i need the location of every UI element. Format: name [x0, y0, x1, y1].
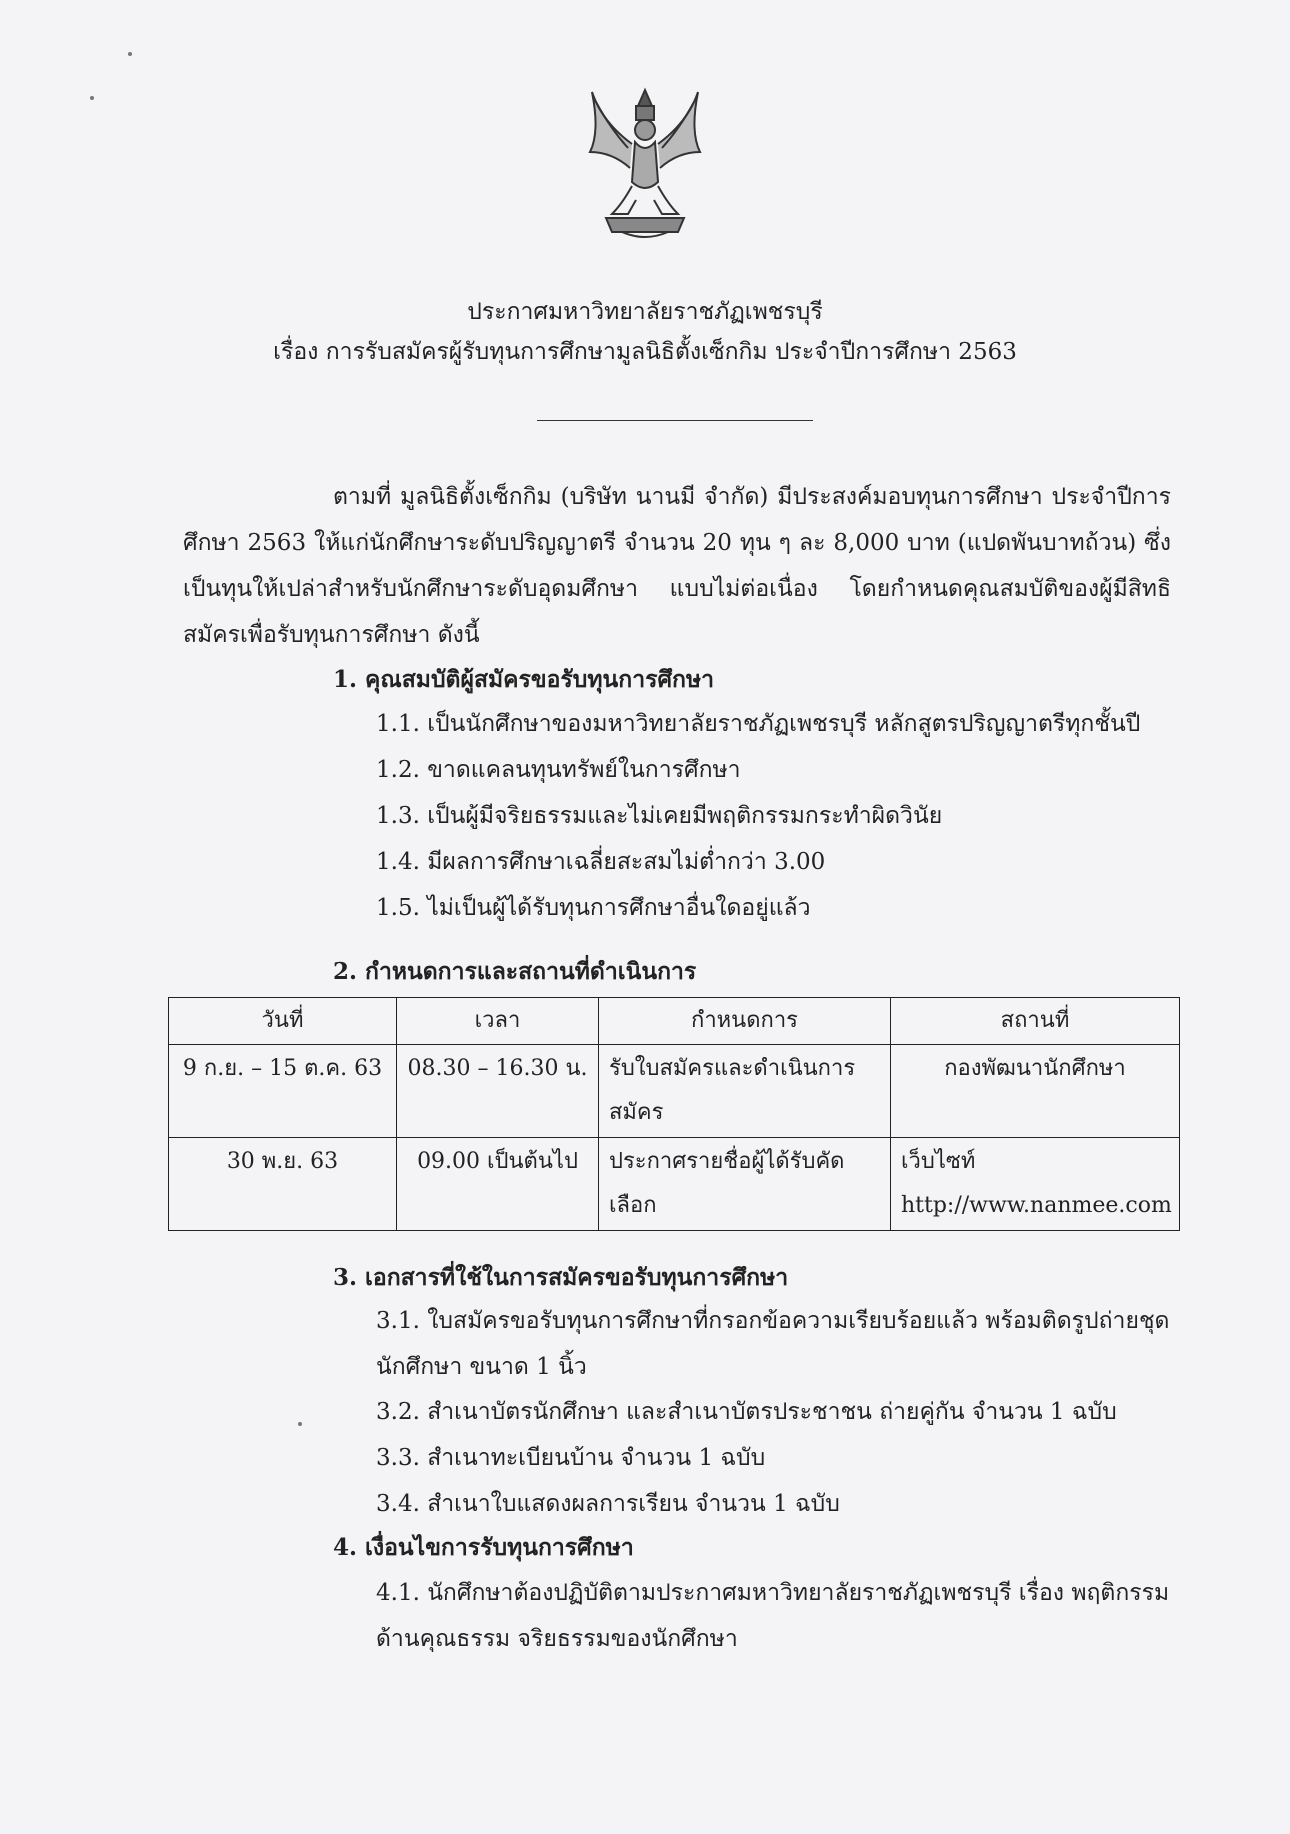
list-item	[376, 1570, 1176, 1662]
table-header-cell: กำหนดการ	[599, 998, 891, 1045]
section-4-heading: 4. เงื่อนไขการรับทุนการศึกษา	[333, 1534, 634, 1561]
announcement-subject: เรื่อง การรับสมัครผู้รับทุนการศึกษามูลนิธิตั้งเซ็กกิม ประจำปีการศึกษา 2563	[273, 339, 1017, 365]
list-item: 1.5. ไม่เป็นผู้ได้รับทุนการศึกษาอื่นใดอยู่แล้ว	[376, 895, 811, 921]
table-header-row	[169, 998, 1180, 1045]
list-item: 1.3. เป็นผู้มีจริยธรรมและไม่เคยมีพฤติกรรมกระทำผิดวินัย	[376, 803, 943, 829]
list-item: 3.3. สำเนาทะเบียนบ้าน จำนวน 1 ฉบับ	[376, 1445, 766, 1471]
table-row	[169, 1045, 1180, 1138]
list-item: 1.1. เป็นนักศึกษาของมหาวิทยาลัยราชภัฏเพชรบุรี หลักสูตรปริญญาตรีทุกชั้นปี	[376, 711, 1141, 737]
scan-speck	[128, 52, 132, 56]
list-item-text: 3.1. ใบสมัครขอรับทุนการศึกษาที่กรอกข้อความเรียบร้อยแล้ว พร้อมติดรูปถ่ายชุดนักศึกษา ขนาด 1 นิ้ว	[376, 1308, 1170, 1380]
list-item-text: 4.1. นักศึกษาต้องปฏิบัติตามประกาศมหาวิทยาลัยราชภัฏเพชรบุรี เรื่อง พฤติกรรมด้านคุณธรรม จริยธรรมของนักศึกษา	[376, 1580, 1170, 1652]
scan-speck	[90, 96, 94, 100]
announcement-title: ประกาศมหาวิทยาลัยราชภัฏเพชรบุรี	[467, 299, 823, 325]
section-3-heading: 3. เอกสารที่ใช้ในการสมัครขอรับทุนการศึกษา	[333, 1264, 789, 1291]
garuda-emblem-icon	[582, 82, 708, 242]
table-cell: เว็บไซท์ http://www.nanmee.com	[891, 1138, 1180, 1231]
schedule-table	[168, 997, 1180, 1231]
list-item	[376, 1298, 1176, 1390]
list-item: 1.4. มีผลการศึกษาเฉลี่ยสะสมไม่ต่ำกว่า 3.00	[376, 849, 826, 875]
list-item: 3.4. สำเนาใบแสดงผลการเรียน จำนวน 1 ฉบับ	[376, 1491, 840, 1517]
table-header-cell: เวลา	[397, 998, 599, 1045]
intro-paragraph	[183, 474, 1171, 658]
section-2-heading: 2. กำหนดการและสถานที่ดำเนินการ	[333, 958, 697, 985]
table-cell: 9 ก.ย. – 15 ต.ค. 63	[169, 1045, 397, 1138]
table-cell: กองพัฒนานักศึกษา	[891, 1045, 1180, 1138]
table-header-cell: วันที่	[169, 998, 397, 1045]
table-header-cell: สถานที่	[891, 998, 1180, 1045]
list-item: 1.2. ขาดแคลนทุนทรัพย์ในการศึกษา	[376, 757, 741, 783]
section-1-heading: 1. คุณสมบัติผู้สมัครขอรับทุนการศึกษา	[333, 666, 715, 693]
table-cell: 08.30 – 16.30 น.	[397, 1045, 599, 1138]
table-row	[169, 1138, 1180, 1231]
table-cell: รับใบสมัครและดำเนินการสมัคร	[599, 1045, 891, 1138]
table-cell: 30 พ.ย. 63	[169, 1138, 397, 1231]
title-divider	[537, 420, 813, 421]
list-item: 3.2. สำเนาบัตรนักศึกษา และสำเนาบัตรประชาชน ถ่ายคู่กัน จำนวน 1 ฉบับ	[376, 1399, 1117, 1425]
intro-text: ตามที่ มูลนิธิตั้งเซ็กกิม (บริษัท นานมี จำกัด) มีประสงค์มอบทุนการศึกษา ประจำปีการศึกษา 2563 ให้แก่นักศึกษาระดับปริญญาตรี จำนวน 20 ทุน ๆ ละ 8,000 บาท (แปดพันบาทถ้วน) ซึ่งเป็นทุนให้เปล่าสำหรับนักศึกษาระดับอุดมศึกษา แบบไม่ต่อเนื่อง โดยกำหนดคุณสมบัติของผู้มีสิทธิสมัครเพื่อรับทุนการศึกษา ดังนี้	[183, 484, 1171, 648]
scan-speck	[298, 1422, 302, 1426]
table-cell: ประกาศรายชื่อผู้ได้รับคัดเลือก	[599, 1138, 891, 1231]
table-cell: 09.00 เป็นต้นไป	[397, 1138, 599, 1231]
